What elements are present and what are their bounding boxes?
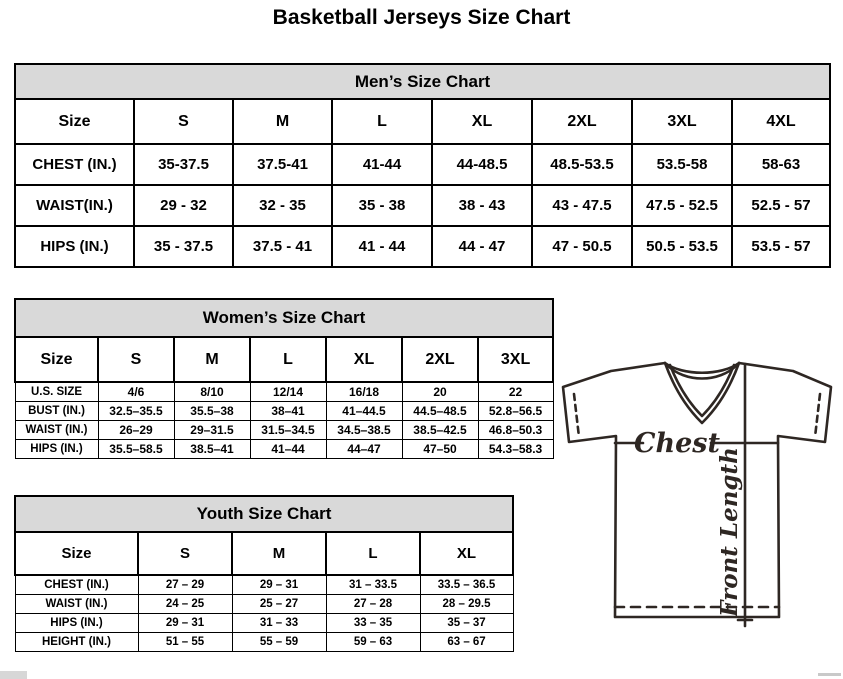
- table-cell: 38–41: [250, 402, 326, 421]
- table-cell: 4/6: [98, 382, 174, 402]
- column-header: L: [332, 99, 432, 144]
- jersey-body-outline: [563, 363, 831, 617]
- table-cell: 41 - 44: [332, 226, 432, 267]
- row-label: HEIGHT (IN.): [15, 633, 138, 652]
- womens-size-table: [14, 298, 554, 459]
- table-cell: 52.5 - 57: [732, 185, 830, 226]
- row-label: WAIST(IN.): [15, 185, 134, 226]
- table-cell: 28 – 29.5: [420, 595, 513, 614]
- left-cuff-dashed-line: [574, 394, 579, 437]
- table-cell: 32.5–35.5: [98, 402, 174, 421]
- column-header: M: [232, 532, 326, 575]
- table-cell: 41-44: [332, 144, 432, 185]
- youth-size-table: [14, 495, 514, 652]
- column-header: Size: [15, 337, 98, 382]
- table-cell: 41–44.5: [326, 402, 402, 421]
- jersey-measurement-diagram: [553, 350, 843, 655]
- table-cell: 51 – 55: [138, 633, 232, 652]
- table-cell: 53.5-58: [632, 144, 732, 185]
- table-cell: 35 - 37.5: [134, 226, 233, 267]
- row-label: U.S. SIZE: [15, 382, 98, 402]
- column-header: Size: [15, 99, 134, 144]
- table-cell: 34.5–38.5: [326, 421, 402, 440]
- table-cell: 46.8–50.3: [478, 421, 553, 440]
- table-cell: 12/14: [250, 382, 326, 402]
- table-cell: 43 - 47.5: [532, 185, 632, 226]
- column-header: 2XL: [532, 99, 632, 144]
- table-cell: 31 – 33: [232, 614, 326, 633]
- column-header: 3XL: [632, 99, 732, 144]
- table-cell: 52.8–56.5: [478, 402, 553, 421]
- table-title: Youth Size Chart: [15, 496, 513, 532]
- mens-size-table: [14, 63, 831, 268]
- column-header: S: [138, 532, 232, 575]
- table-cell: 37.5 - 41: [233, 226, 332, 267]
- column-header: S: [134, 99, 233, 144]
- table-cell: 55 – 59: [232, 633, 326, 652]
- table-cell: 63 – 67: [420, 633, 513, 652]
- table-cell: 53.5 - 57: [732, 226, 830, 267]
- row-label: HIPS (IN.): [15, 440, 98, 459]
- table-cell: 29 – 31: [138, 614, 232, 633]
- table-title: Men’s Size Chart: [15, 64, 830, 99]
- table-cell: 47–50: [402, 440, 478, 459]
- chest-label: Chest: [634, 428, 720, 459]
- row-label: WAIST (IN.): [15, 421, 98, 440]
- table-cell: 35-37.5: [134, 144, 233, 185]
- column-header: S: [98, 337, 174, 382]
- table-cell: 27 – 29: [138, 575, 232, 595]
- table-cell: 22: [478, 382, 553, 402]
- column-header: XL: [326, 337, 402, 382]
- column-header: 4XL: [732, 99, 830, 144]
- right-cuff-dashed-line: [815, 394, 820, 437]
- table-cell: 41–44: [250, 440, 326, 459]
- row-label: CHEST (IN.): [15, 144, 134, 185]
- table-cell: 29–31.5: [174, 421, 250, 440]
- table-cell: 50.5 - 53.5: [632, 226, 732, 267]
- column-header: 3XL: [478, 337, 553, 382]
- table-cell: 31 – 33.5: [326, 575, 420, 595]
- row-label: BUST (IN.): [15, 402, 98, 421]
- column-header: XL: [432, 99, 532, 144]
- column-header: L: [326, 532, 420, 575]
- table-cell: 44 - 47: [432, 226, 532, 267]
- table-cell: 35 – 37: [420, 614, 513, 633]
- row-label: HIPS (IN.): [15, 614, 138, 633]
- row-label: WAIST (IN.): [15, 595, 138, 614]
- column-header: L: [250, 337, 326, 382]
- table-cell: 48.5-53.5: [532, 144, 632, 185]
- column-header: XL: [420, 532, 513, 575]
- table-cell: 47 - 50.5: [532, 226, 632, 267]
- table-cell: 35 - 38: [332, 185, 432, 226]
- table-cell: 25 – 27: [232, 595, 326, 614]
- table-cell: 24 – 25: [138, 595, 232, 614]
- table-cell: 37.5-41: [233, 144, 332, 185]
- row-label: HIPS (IN.): [15, 226, 134, 267]
- table-cell: 29 - 32: [134, 185, 233, 226]
- table-cell: 27 – 28: [326, 595, 420, 614]
- bottom-right-artifact: [818, 673, 841, 676]
- table-cell: 59 – 63: [326, 633, 420, 652]
- table-cell: 31.5–34.5: [250, 421, 326, 440]
- table-cell: 20: [402, 382, 478, 402]
- table-cell: 8/10: [174, 382, 250, 402]
- table-cell: 29 – 31: [232, 575, 326, 595]
- front-length-label: Front Length: [716, 447, 743, 617]
- table-cell: 38.5–42.5: [402, 421, 478, 440]
- table-title: Women’s Size Chart: [15, 299, 553, 337]
- table-cell: 47.5 - 52.5: [632, 185, 732, 226]
- table-cell: 35.5–58.5: [98, 440, 174, 459]
- column-header: M: [233, 99, 332, 144]
- table-cell: 33.5 – 36.5: [420, 575, 513, 595]
- table-cell: 38 - 43: [432, 185, 532, 226]
- table-cell: 33 – 35: [326, 614, 420, 633]
- table-cell: 26–29: [98, 421, 174, 440]
- table-cell: 16/18: [326, 382, 402, 402]
- page-title: Basketball Jerseys Size Chart: [272, 6, 571, 29]
- column-header: 2XL: [402, 337, 478, 382]
- table-cell: 58-63: [732, 144, 830, 185]
- table-cell: 38.5–41: [174, 440, 250, 459]
- bottom-left-artifact: [0, 671, 27, 679]
- table-cell: 54.3–58.3: [478, 440, 553, 459]
- table-cell: 35.5–38: [174, 402, 250, 421]
- table-cell: 44–47: [326, 440, 402, 459]
- row-label: CHEST (IN.): [15, 575, 138, 595]
- table-cell: 32 - 35: [233, 185, 332, 226]
- table-cell: 44-48.5: [432, 144, 532, 185]
- column-header: M: [174, 337, 250, 382]
- table-cell: 44.5–48.5: [402, 402, 478, 421]
- column-header: Size: [15, 532, 138, 575]
